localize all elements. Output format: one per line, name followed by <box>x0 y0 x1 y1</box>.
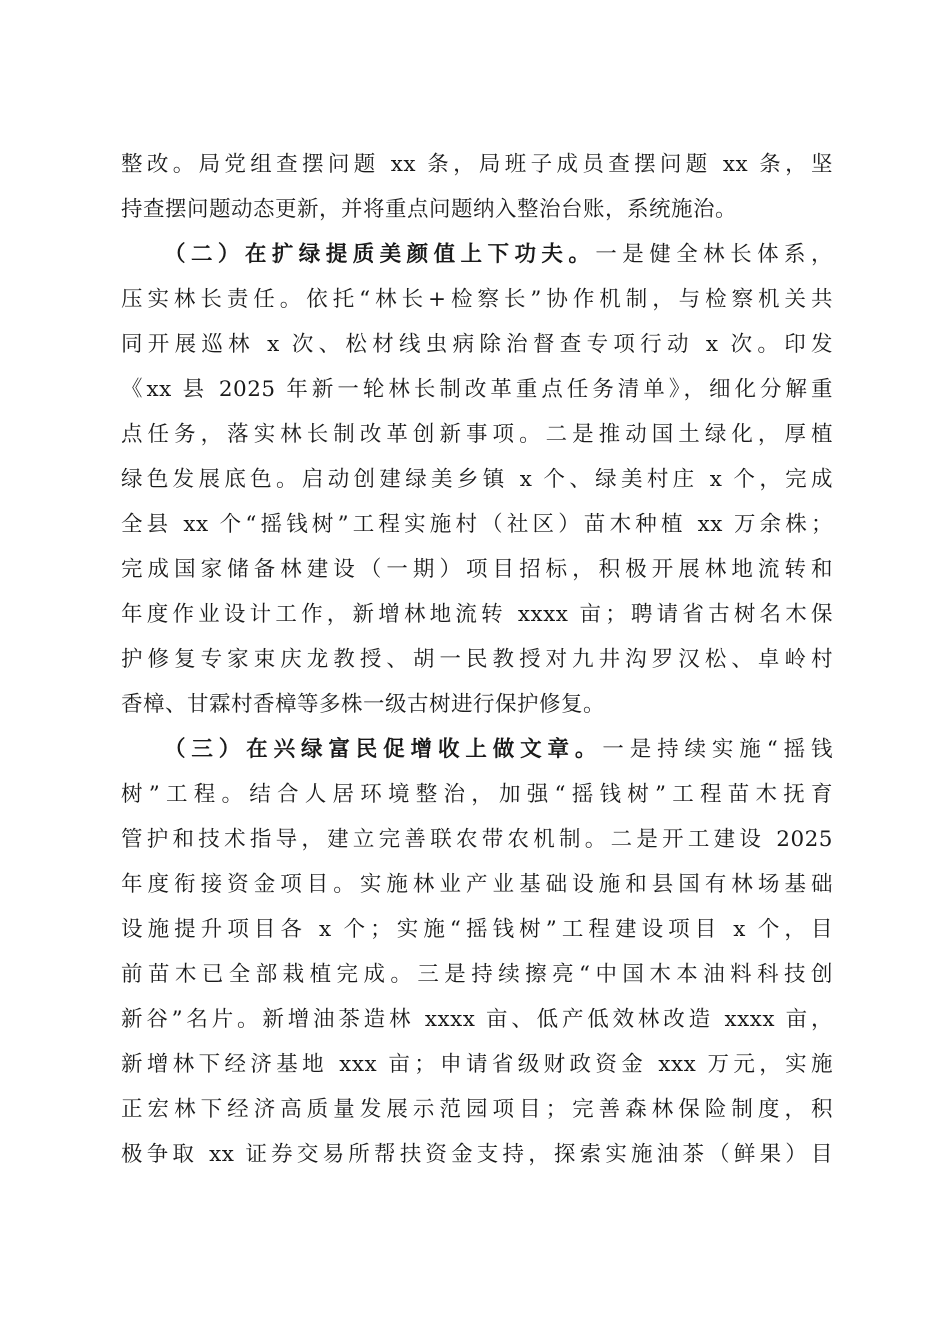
paragraph-2-line-10: 护修复专家束庆龙教授、胡一民教授对九井沟罗汉松、卓岭村 <box>121 647 833 672</box>
paragraph-1-line-2: 持查摆问题动态更新，并将重点问题纳入整治台账，系统施治。 <box>121 197 738 222</box>
paragraph-2-line-7: 全县 xx 个“摇钱树”工程实施村（社区）苗木种植 xx 万余株； <box>121 512 833 537</box>
paragraph-3-line-7: 新谷”名片。新增油茶造林 xxxx 亩、低产低效林改造 xxxx 亩， <box>121 1007 833 1032</box>
paragraph-2-line-5: 点任务，落实林长制改革创新事项。二是推动国土绿化，厚植 <box>121 422 833 447</box>
paragraph-3-line-8: 新增林下经济基地 xxx 亩；申请省级财政资金 xxx 万元，实施 <box>121 1052 833 1077</box>
paragraph-3-line-9: 正宏林下经济高质量发展示范园项目；完善森林保险制度，积 <box>121 1097 833 1122</box>
section-3-heading: （三）在兴绿富民促增收上做文章。 <box>164 737 603 762</box>
paragraph-2-line-4: 《xx 县 2025 年新一轮林长制改革重点任务清单》，细化分解重 <box>121 377 833 402</box>
paragraph-3-line-6: 前苗木已全部栽植完成。三是持续擦亮“中国木本油料科技创 <box>121 962 833 987</box>
paragraph-3-line-2: 树”工程。结合人居环境整治，加强“摇钱树”工程苗木抚育 <box>121 782 833 807</box>
section-2-heading: （二）在扩绿提质美颜值上下功夫。 <box>164 242 596 267</box>
paragraph-1-line-1: 整改。局党组查摆问题 xx 条，局班子成员查摆问题 xx 条，坚 <box>121 152 833 177</box>
paragraph-3-line-1-text: 一是持续实施“摇钱 <box>602 737 833 762</box>
paragraph-2-line-3: 同开展巡林 x 次、松材线虫病除治督查专项行动 x 次。印发 <box>121 332 833 357</box>
paragraph-3-line-5: 设施提升项目各 x 个；实施“摇钱树”工程建设项目 x 个，目 <box>121 917 833 942</box>
document-page <box>121 142 833 1177</box>
paragraph-2-line-11: 香樟、甘霖村香樟等多株一级古树进行保护修复。 <box>121 692 606 717</box>
paragraph-2-line-9: 年度作业设计工作，新增林地流转 xxxx 亩；聘请省古树名木保 <box>121 602 833 627</box>
paragraph-2-line-6: 绿色发展底色。启动创建绿美乡镇 x 个、绿美村庄 x 个，完成 <box>121 467 833 492</box>
paragraph-2-line-1 <box>121 232 833 277</box>
paragraph-2-line-2: 压实林长责任。依托“林长+检察长”协作机制，与检察机关共 <box>121 287 833 312</box>
paragraph-3-line-3: 管护和技术指导，建立完善联农带农机制。二是开工建设 2025 <box>121 827 833 852</box>
paragraph-3-line-1 <box>121 727 833 772</box>
paragraph-3-line-4: 年度衔接资金项目。实施林业产业基础设施和县国有林场基础 <box>121 872 833 897</box>
paragraph-3-line-10: 极争取 xx 证券交易所帮扶资金支持，探索实施油茶（鲜果）目 <box>121 1142 833 1167</box>
paragraph-2-line-8: 完成国家储备林建设（一期）项目招标，积极开展林地流转和 <box>121 557 833 582</box>
paragraph-2-line-1-text: 一是健全林长体系， <box>595 242 833 267</box>
